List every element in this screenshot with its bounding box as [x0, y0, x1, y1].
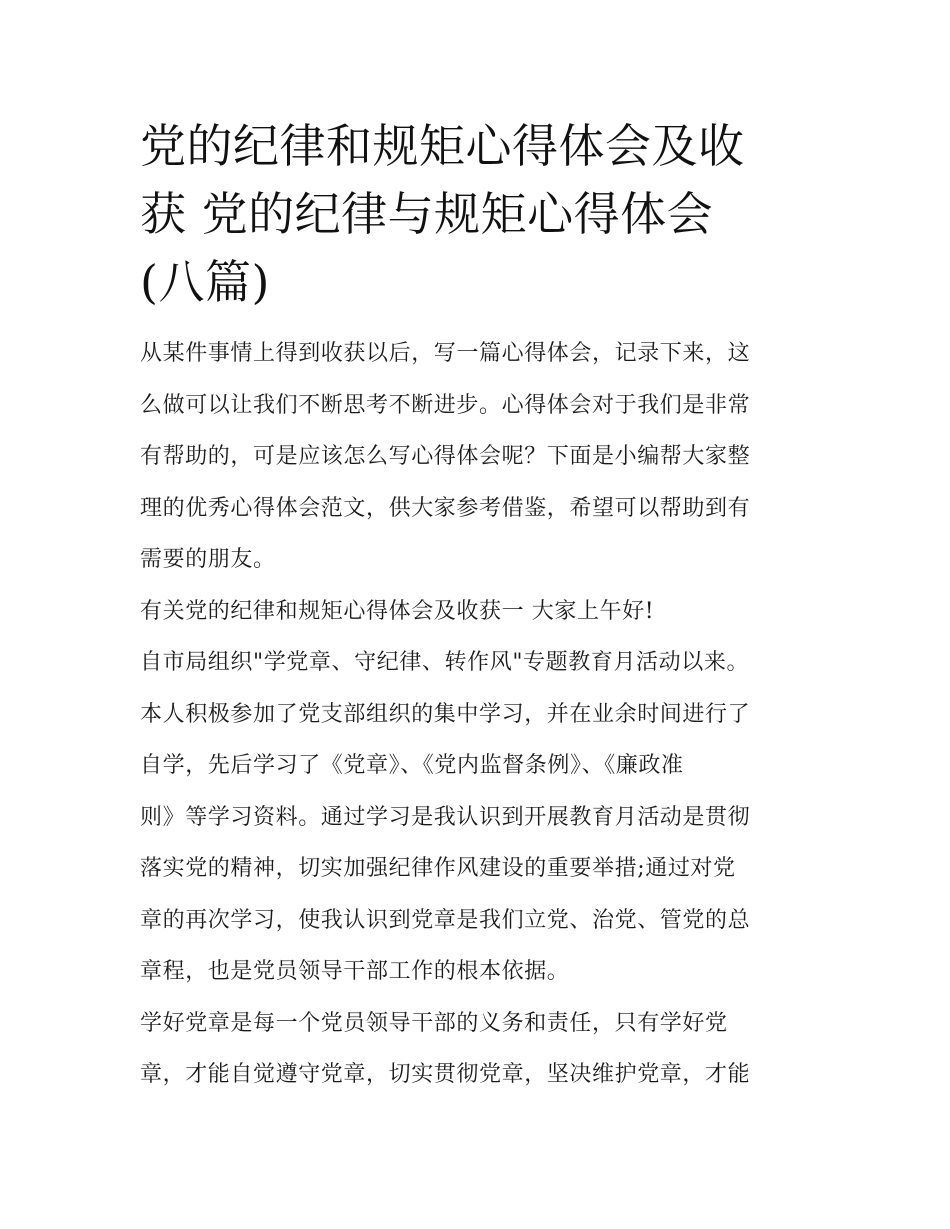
text-line: 章，才能自觉遵守党章，切实贯彻党章，坚决维护党章，才能 [140, 1062, 751, 1087]
text-line: 章的再次学习，使我认识到党章是我们立党、治党、管党的总 [140, 907, 751, 933]
text-line: 章程，也是党员领导干部工作的根本依据。 [140, 959, 570, 984]
title-line: 获 党的纪律与规矩心得体会 [140, 187, 714, 241]
text-line: 么做可以让我们不断思考不断进步。心得体会对于我们是非常 [140, 392, 751, 418]
title-line: (八篇) [140, 255, 270, 309]
body-paragraph [140, 637, 812, 998]
intro-paragraph [140, 328, 812, 586]
text-line: 有关党的纪律和规矩心得体会及收获一 大家上午好! [140, 598, 655, 624]
title-line: 党的纪律和规矩心得体会及收 [140, 119, 745, 173]
text-line: 有帮助的，可是应该怎么写心得体会呢？下面是小编帮大家整 [140, 444, 751, 469]
section-heading-paragraph [140, 586, 812, 638]
text-line: 学好党章是每一个党员领导干部的义务和责任，只有学好党 [140, 1010, 728, 1036]
document-title [140, 112, 812, 316]
text-line: 从某件事情上得到收获以后，写一篇心得体会，记录下来，这 [140, 341, 751, 366]
text-line: 自市局组织"学党章、守纪律、转作风"专题教育月活动以来。 [140, 650, 750, 675]
text-line: 需要的朋友。 [140, 547, 276, 572]
text-line: 本人积极参加了党支部组织的集中学习，并在业余时间进行了 [140, 701, 751, 727]
text-line: 理的优秀心得体会范文，供大家参考借鉴，希望可以帮助到有 [140, 495, 751, 521]
body-paragraph [140, 998, 812, 1101]
text-line: 则》等学习资料。通过学习是我认识到开展教育月活动是贯彻 [140, 804, 751, 830]
document-page [140, 112, 812, 1101]
document-body [140, 328, 812, 1101]
text-line: 自学，先后学习了《党章》、《党内监督条例》、《廉政准 [140, 753, 684, 778]
text-line: 落实党的精神，切实加强纪律作风建设的重要举措;通过对党 [140, 856, 736, 881]
